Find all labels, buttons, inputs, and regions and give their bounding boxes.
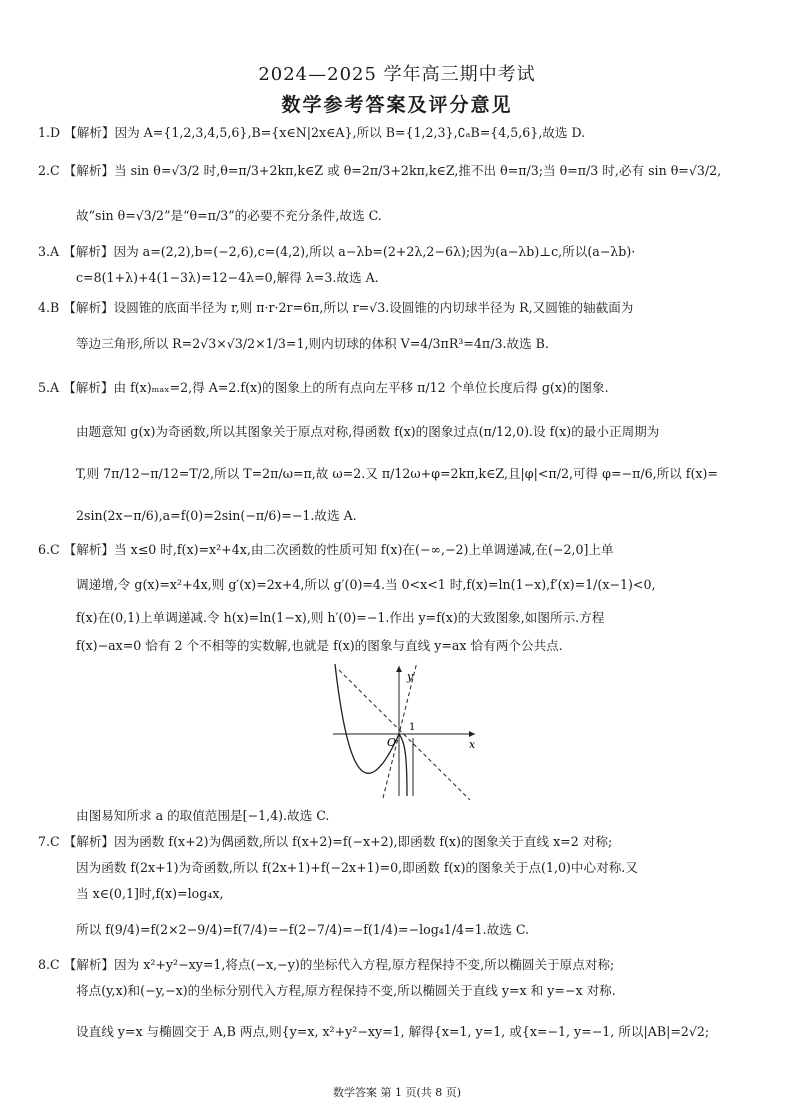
q6-line-3: f(x)在(0,1)上单调递减.令 h(x)=ln(1−x),则 h′(0)=−1.作出 y=f(x)的大致图象,如图所示.方程 <box>76 610 605 625</box>
q7-line-2: 因为函数 f(2x+1)为奇函数,所以 f(2x+1)+f(−2x+1)=0,即函数 f(x)的图象关于点(1,0)中心对称.又 <box>76 860 638 875</box>
y-axis-label: y <box>407 670 414 683</box>
q3-line: 3.A 【解析】因为 a=(2,2),b=(−2,6),c=(4,2),所以 a−λb=(2+2λ,2−6λ);因为(a−λb)⊥c,所以(a−λb)· <box>38 244 636 259</box>
log-branch <box>399 734 407 796</box>
x-axis-label: x <box>469 738 476 751</box>
x-axis-arrow <box>469 731 475 737</box>
answer-subtitle: 数学参考答案及评分意见 <box>281 94 513 116</box>
q7-line-4: 所以 f(9/4)=f(2×2−9/4)=f(7/4)=−f(2−7/4)=−f(1/4)=−log₄1/4=1.故选 C. <box>76 922 530 937</box>
q6-line-2: 调递增,令 g(x)=x²+4x,则 g′(x)=2x+4,所以 g′(0)=4.当 0<x<1 时,f(x)=ln(1−x),f′(x)=1/(x−1)<0, <box>76 577 656 592</box>
q2-line-2: 故“sin θ=√3/2”是“θ=π/3”的必要不充分条件,故选 C. <box>76 208 382 223</box>
q3-line-2: c=8(1+λ)+4(1−3λ)=12−4λ=0,解得 λ=3.故选 A. <box>76 270 379 285</box>
parabola-branch <box>335 664 399 773</box>
q6-line-4: f(x)−ax=0 恰有 2 个不相等的实数解,也就是 f(x)的图象与直线 y=ax 恰有两个公共点. <box>76 638 563 653</box>
q5-line: 5.A 【解析】由 f(x)ₘₐₓ=2,得 A=2.f(x)的图象上的所有点向左平移 π/12 个单位长度后得 g(x)的图象. <box>38 380 609 395</box>
q8-line-2: 将点(y,x)和(−y,−x)的坐标分别代入方程,原方程保持不变,所以椭圆关于直线 y=x 和 y=−x 对称. <box>76 983 616 998</box>
q6-line: 6.C 【解析】当 x≤0 时,f(x)=x²+4x,由二次函数的性质可知 f(x)在(−∞,−2)上单调递减,在(−2,0]上单 <box>38 542 614 557</box>
page-footer: 数学答案 第 1 页(共 8 页) <box>332 1086 462 1099</box>
q8-line-3: 设直线 y=x 与椭圆交于 A,B 两点,则{y=x, x²+y²−xy=1, 解得{x=1, y=1, 或{x=−1, y=−1, 所以|AB|=2√2; <box>76 1024 710 1039</box>
tick-label-one: 1 <box>409 722 416 733</box>
function-graph-figure <box>325 660 485 800</box>
q4-line: 4.B 【解析】设圆锥的底面半径为 r,则 π·r·2r=6π,所以 r=√3.设圆锥的内切球半径为 R,又圆锥的轴截面为 <box>38 300 634 315</box>
q5-line-2: 由题意知 g(x)为奇函数,所以其图象关于原点对称,得函数 f(x)的图象过点(π/12,0).设 f(x)的最小正周期为 <box>76 424 660 439</box>
q8-line: 8.C 【解析】因为 x²+y²−xy=1,将点(−x,−y)的坐标代入方程,原方程保持不变,所以椭圆关于原点对称; <box>38 957 615 972</box>
q7-line-3: 当 x∈(0,1]时,f(x)=log₄x, <box>76 886 224 901</box>
tangent-line-a-minus1 <box>339 670 470 800</box>
q2-line: 2.C 【解析】当 sin θ=√3/2 时,θ=π/3+2kπ,k∈Z 或 θ=2π/3+2kπ,k∈Z,推不出 θ=π/3;当 θ=π/3 时,必有 sin θ=√3/2, <box>38 163 722 178</box>
q5-line-3: T,则 7π/12−π/12=T/2,所以 T=2π/ω=π,故 ω=2.又 π/12ω+φ=2kπ,k∈Z,且|φ|<π/2,可得 φ=−π/6,所以 f(x)= <box>76 466 718 481</box>
q1-line: 1.D 【解析】因为 A={1,2,3,4,5,6},B={x∈N|2x∈A},所以 B={1,2,3},∁ₐB={4,5,6},故选 D. <box>38 125 586 140</box>
q7-line: 7.C 【解析】因为函数 f(x+2)为偶函数,所以 f(x+2)=f(−x+2),即函数 f(x)的图象关于直线 x=2 对称; <box>38 834 613 849</box>
q6-line-5: 由图易知所求 a 的取值范围是[−1,4).故选 C. <box>76 808 330 823</box>
origin-label: O <box>387 736 397 749</box>
y-axis-arrow <box>396 666 402 672</box>
exam-title: 2024—2025 学年高三期中考试 <box>258 64 536 85</box>
q5-line-4: 2sin(2x−π/6),a=f(0)=2sin(−π/6)=−1.故选 A. <box>76 508 357 523</box>
q4-line-2: 等边三角形,所以 R=2√3×√3/2×1/3=1,则内切球的体积 V=4/3πR³=4π/3.故选 B. <box>76 336 549 351</box>
